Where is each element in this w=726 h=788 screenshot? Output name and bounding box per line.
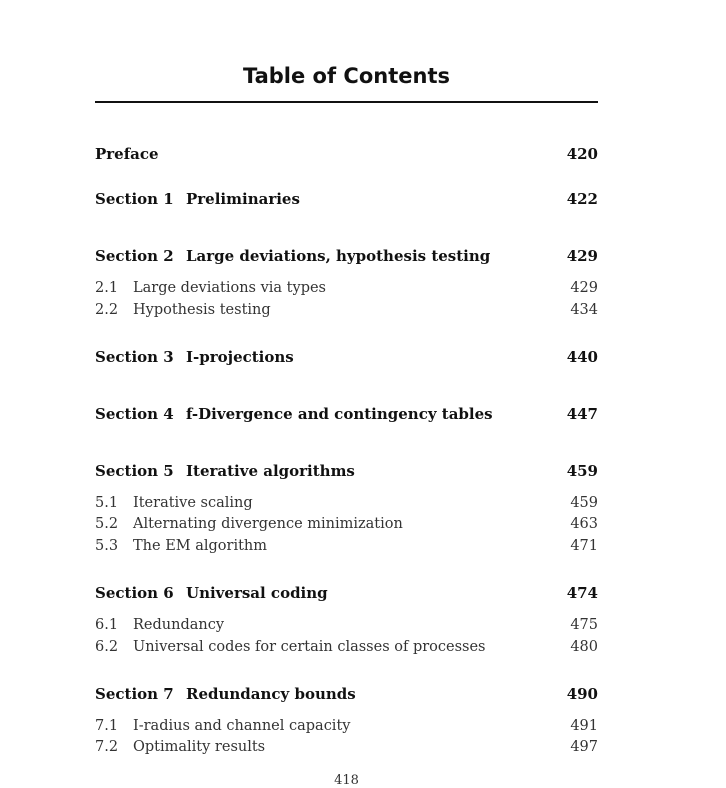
toc-subsection-2-1[interactable]	[95, 280, 598, 302]
toc-section-4[interactable]	[95, 405, 598, 427]
section-title: Iterative algorithms	[186, 462, 355, 480]
subsection-title: Large deviations via types	[133, 280, 327, 296]
subsection-page: 491	[570, 718, 598, 734]
section-page: 474	[566, 584, 598, 602]
subsection-title: Hypothesis testing	[133, 302, 271, 318]
subsection-title: Alternating divergence minimization	[133, 516, 403, 532]
toc-section-5[interactable]	[95, 462, 598, 484]
toc-subsection-6-1[interactable]	[95, 617, 598, 639]
toc-subsection-2-2[interactable]	[95, 302, 598, 324]
subsection-page: 475	[570, 617, 598, 633]
subsection-page: 497	[570, 739, 598, 755]
subsection-number: 6.1	[95, 617, 119, 633]
toc-section-2[interactable]	[95, 247, 598, 269]
section-title: Redundancy bounds	[186, 685, 356, 703]
subsection-page: 434	[570, 302, 598, 318]
section-number: Section 3	[95, 348, 174, 366]
section-number: Section 4	[95, 405, 174, 423]
subsection-number: 2.2	[95, 302, 119, 318]
section-page: 447	[566, 405, 598, 423]
section-title: Preliminaries	[186, 190, 300, 208]
subsection-title: The EM algorithm	[133, 538, 268, 554]
section-number: Section 7	[95, 685, 174, 703]
section-number: Section 1	[95, 190, 174, 208]
toc-subsection-5-1[interactable]	[95, 495, 598, 517]
section-title: f-Divergence and contingency tables	[186, 405, 493, 423]
subsection-number: 7.2	[95, 739, 119, 755]
subsection-page: 480	[570, 639, 598, 655]
subsection-number: 2.1	[95, 280, 119, 296]
subsection-title: Optimality results	[133, 739, 266, 755]
toc-subsection-5-2[interactable]	[95, 516, 598, 538]
subsection-title: Redundancy	[133, 617, 225, 633]
subsection-number: 5.3	[95, 538, 119, 554]
subsection-title: Iterative scaling	[133, 495, 253, 511]
section-page: 422	[566, 190, 598, 208]
toc-section-7[interactable]	[95, 685, 598, 707]
section-title: Universal coding	[186, 584, 328, 602]
toc-section-3[interactable]	[95, 348, 598, 370]
subsection-number: 5.2	[95, 516, 119, 532]
section-page: 440	[566, 348, 598, 366]
subsection-number: 5.1	[95, 495, 119, 511]
page-number: 418	[334, 773, 359, 788]
toc-section-1[interactable]	[95, 190, 598, 212]
section-number: Section 5	[95, 462, 174, 480]
toc-section-6[interactable]	[95, 584, 598, 606]
subsection-page: 463	[570, 516, 598, 532]
section-page: 459	[566, 462, 598, 480]
section-page: 490	[566, 685, 598, 703]
subsection-page: 429	[570, 280, 598, 296]
subsection-number: 6.2	[95, 639, 119, 655]
toc-subsection-7-2[interactable]	[95, 739, 598, 761]
preface-page: 420	[566, 145, 598, 163]
section-page: 429	[566, 247, 598, 265]
subsection-page: 459	[570, 495, 598, 511]
toc-subsection-5-3[interactable]	[95, 538, 598, 560]
toc-entry-preface[interactable]	[95, 145, 598, 167]
title-rule	[95, 101, 598, 103]
subsection-page: 471	[570, 538, 598, 554]
section-number: Section 6	[95, 584, 174, 602]
section-number: Section 2	[95, 247, 174, 265]
section-title: Large deviations, hypothesis testing	[186, 247, 491, 265]
subsection-number: 7.1	[95, 718, 119, 734]
section-title: I-projections	[186, 348, 294, 366]
toc-subsection-7-1[interactable]	[95, 718, 598, 740]
preface-label: Preface	[95, 145, 159, 163]
subsection-title: I-radius and channel capacity	[133, 718, 351, 734]
toc-subsection-6-2[interactable]	[95, 639, 598, 661]
subsection-title: Universal codes for certain classes of processes	[133, 639, 486, 655]
page-title: Table of Contents	[242, 64, 450, 88]
